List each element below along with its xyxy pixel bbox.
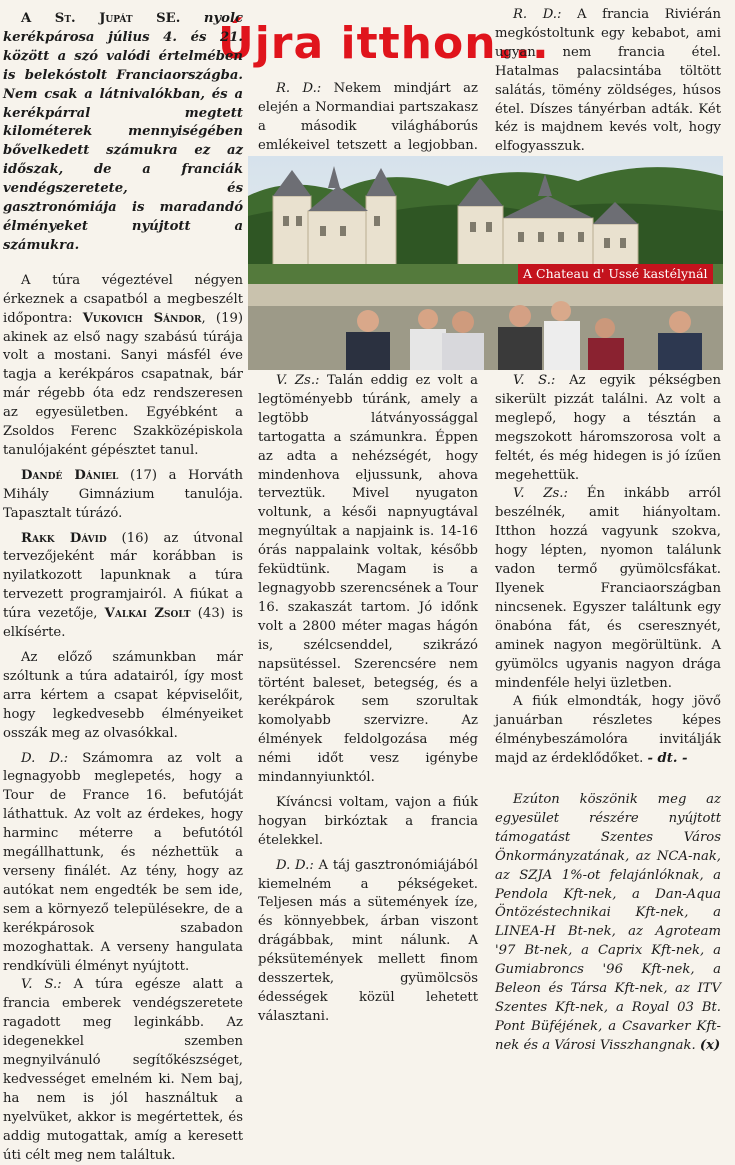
paragraph	[495, 372, 721, 485]
speaker-initials: V. Zs.:	[513, 486, 568, 502]
text: A táj gasztronómiájából kiemelném a pékségeket. Teljesen más a sütemények íze, és könnyebbek, árban viszont drágábbak, mint nálunk. A péksütemények mellett finom desszertek, gyümölcsös édességek közül lehetett választani.	[258, 857, 478, 1024]
text: Nekem mindjárt az elején a Normandiai partszakasz a második világháborús emlékeivel tetszett a legjobban.	[258, 81, 478, 153]
paragraph	[3, 976, 243, 1165]
paragraph: Az előző számunkban már szóltunk a túra adatairól, így most arra kértem a csapat képviselőit, hogy legkedvesebb élményeiket osszák meg az olvasókkal.	[3, 650, 243, 741]
person-name: Rakk Dávid	[21, 530, 107, 546]
text: Ezúton köszönik meg az egyesület részére nyújtott támogatást Szentes Város Önkormányzatának, az NCA-nak, az SZJA 1%-ot felajánlóknak, a Pendola Kft-nek, a Dan-Aqua Öntözéstechnikai Kft-nek, a LINEA-H Bt-nek, az Agroteam '97 Bt-nek, a Caprix Kft-nek, a Gumiabroncs '96 Kft-nek, a Beleon és Társa Kft-nek, az ITV Szentes Kft-nek, a Royal 03 Bt. Pont Büféjének, a Csavarker Kft-nek és a Városi Visszhangnak.	[495, 792, 721, 1053]
text: A túra végeztével négyen érkeznek a csapatból a megbeszélt időpontra:	[3, 272, 243, 326]
text: Talán eddig ez volt a legtöményebb túránk, amely a legtöbb látványossággal tartogatta a számunkra. Éppen az adta a nehézségét, hogy mindenhova eljussunk, ahova terveztük. Mivel nyugaton voltunk, a késői napnyugtával megnyúltak a napjaink is. 14-16 órás nappalaink voltak, később feküdtünk. Magam is a legnagyobb szerencsének a Tour 16. szakaszát tartom. Jó időnk volt a 2800 méter magas hágón is, szélcsenddel, szikrázó napsütéssel. Szerencsére nem történt baleset, betegség, és a kerékpárok sem szorultak komolyabb szervizre. Az élmények feldolgozása még némi időt vesz igénybe mindannyiunktól.	[258, 373, 478, 786]
photo-caption: A Chateau d' Ussé kastélynál	[518, 264, 713, 284]
speaker-initials: V. S.:	[21, 977, 62, 993]
paragraph	[3, 272, 243, 461]
sponsor-thanks	[495, 791, 721, 1056]
speaker-initials: D. D.:	[276, 857, 314, 873]
speaker-initials: R. D.:	[276, 81, 322, 96]
column-3-top	[495, 2, 721, 157]
paragraph	[495, 693, 721, 769]
paragraph	[495, 485, 721, 693]
person-name: Valkai Zsolt	[104, 606, 191, 622]
paragraph	[3, 750, 243, 977]
signature: - dt. -	[647, 751, 688, 767]
text: A túra egésze alatt a francia emberek vendégszeretete ragadott meg leginkább. Az idegenekkel szemben megnyilvánuló segítőkészséget, kedvességet emelném ki. Nem baj, ha nem is jól használtuk a nyelvüket, akkor is megértettek, és addig mutogattak, amíg a keresett úti célt meg nem találtuk.	[3, 977, 243, 1163]
paragraph: Kíváncsi voltam, vajon a fiúk hogyan birkóztak a francia ételekkel.	[258, 794, 478, 848]
text: Számomra az volt a legnagyobb meglepetés, hogy a Tour de France 16. befutóját láthattuk. Az volt az érdekes, hogy harminc méterre a befutótól megállhattunk, és nézhettük a verseny finálét. Az tény, hogy az autókat nem engedték be sem ide, sem a környező településekre, de a kerékpárosok szabadon mozoghattak. A verseny hangulata rendkívüli élményt nyújtott.	[3, 750, 243, 974]
text: Én inkább arról beszélnék, amit hiányoltam. Itthon hozzá vagyunk szokva, hogy lépten, nyomon találunk vadon termő gyümölcsfákat. Ilyenek Franciaországban nincsenek. Egyszer találtunk egy önabóna fát, és cseresznyét, aminek nagyon megörültünk. A gyümölcs ugyanis nagyon drága mindenféle helyi üzletben.	[495, 486, 721, 691]
text: Az egyik pékségben sikerült pizzát találni. Az volt a meglepő, hogy a tésztán a megszokott háromszorosa volt a feltét, és még hidegen is jó ízűen megehettük.	[495, 373, 721, 483]
lead-place: A St. Jupát SE.	[21, 11, 181, 26]
paragraph	[495, 6, 721, 157]
text: A fiúk elmondták, hogy jövő januárban részletes képes élménybeszámolóra invitálják majd az érdeklődőket.	[495, 694, 721, 767]
text: (16) az útvonal tervezőjeként már korábban is nyilatkozott lapunknak a túra tervezett programjairól. A fiúkat a túra vezetője,	[3, 530, 243, 622]
text: , (19) akinek az első nagy szabású túrája volt a mostani. Sanyi másfél éve tagja a kerékpáros csapatnak, bár már régebb óta edz rendszeresen az egyesületben. Egyébként a Zsoldos Ferenc Szakközépiskola tanulójaként gépésztet tanul.	[3, 310, 243, 458]
article-title: Újra itthon...	[218, 18, 550, 69]
paragraph	[258, 857, 478, 1027]
lead-text: nyolc kerékpárosa július 4. és 21. között a szó valódi értelmében is belekóstolt Franciaországba. Nem csak a látnivalókban, és a kerékpárral megtett kilométerek mennyiségében bővelkedett számukra ez az időszak, de a franciák vendégszeretete, és gasztronómiája is maradandó élményeket nyújtott a számukra.	[3, 11, 243, 253]
paragraph	[3, 530, 243, 643]
column-2-bottom	[258, 372, 478, 1027]
lead-paragraph	[3, 10, 243, 256]
text: (43) is elkísérte.	[3, 606, 243, 641]
paragraph	[3, 467, 243, 524]
speaker-initials: V. S.:	[513, 373, 556, 388]
person-name: Dandé Dániel	[21, 467, 119, 483]
speaker-initials: V. Zs.:	[276, 373, 320, 388]
castle-photo	[248, 156, 723, 370]
column-3-bottom	[495, 372, 721, 1056]
speaker-initials: D. D.:	[21, 750, 69, 766]
speaker-initials: R. D.:	[513, 7, 562, 22]
thanks-signature: (x)	[699, 1037, 721, 1053]
column-1	[3, 10, 243, 1165]
text: A francia Riviérán megkóstoltunk egy kebabot, ami ugyan nem francia étel. Hatalmas palacsintába töltött salátás, tömény zöldséges, húsos étel. Díszes tányérban adták. Két kéz is majdnem kevés volt, hogy elfogyasszuk.	[495, 7, 721, 155]
person-name: Vukovich Sándor	[82, 310, 202, 326]
text: (17) a Horváth Mihály Gimnázium tanulója. Tapasztalt túrázó.	[3, 467, 243, 521]
paragraph	[258, 372, 478, 788]
castle-photo-image	[248, 156, 723, 370]
